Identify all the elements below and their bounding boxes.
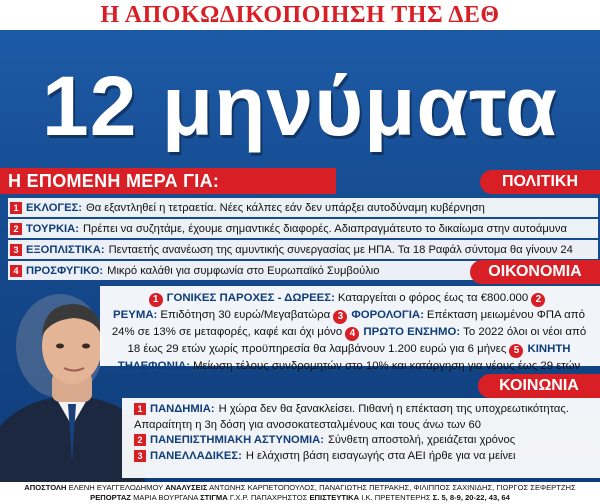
item-number: 3 bbox=[134, 450, 146, 462]
item-text: Η ελάχιστη βάση εισαγωγής στα ΑΕΙ ήρθε για να μείνει bbox=[245, 449, 516, 462]
section-banner: Η ΕΠΟΜΕΝΗ ΜΕΡΑ ΓΙΑ: bbox=[0, 168, 336, 194]
item-keyword: ΠΡΩΤΟ ΕΝΣΗΜΟ: bbox=[363, 326, 461, 338]
item-keyword: ΠΑΝΕΠΙΣΤΗΜΙΑΚΗ ΑΣΤΥΝΟΜΙΑ: bbox=[150, 434, 324, 446]
item-keyword: ΠΡΟΣΦΥΓΙΚΟ: bbox=[26, 264, 104, 277]
credit-names: ΕΛΕΝΗ ΕΥΑΓΓΕΛΟΔΗΜΟΥ bbox=[68, 483, 164, 492]
politiki-item bbox=[8, 219, 598, 238]
koinonia-tag: ΚΟΙΝΩΝΙΑ bbox=[478, 374, 600, 398]
item-number: 4 bbox=[345, 327, 359, 341]
item-number: 2 bbox=[134, 434, 146, 446]
item-keyword: ΕΚΛΟΓΕΣ: bbox=[26, 201, 83, 214]
credit-names: Ι.Κ. ΠΡΕΤΕΝΤΕΡΗΣ bbox=[361, 493, 431, 502]
item-text: Απαραίτητη η 3η δόση για ανοσοκατεσταλμένους και τους άνω των 60 bbox=[134, 418, 481, 431]
item-keyword: ΠΑΝΔΗΜΙΑ: bbox=[150, 403, 215, 415]
item-number: 5 bbox=[509, 344, 523, 358]
koinonia-item bbox=[134, 402, 594, 418]
item-keyword: ΕΞΟΠΛΙΣΤΙΚΑ: bbox=[26, 243, 105, 256]
item-number: 4 bbox=[10, 265, 22, 277]
item-keyword: ΡΕΥΜΑ: bbox=[113, 309, 158, 321]
koinonia-item-continued bbox=[134, 418, 594, 434]
koinonia-item bbox=[134, 449, 594, 465]
item-number: 2 bbox=[531, 293, 545, 307]
credits-line bbox=[0, 483, 600, 493]
credits-footer bbox=[0, 482, 600, 504]
item-text: Επέκταση μειωμένου ΦΠΑ από 24% σε 13% σε μεταφορές, καφέ και όχι μόνο bbox=[111, 309, 585, 338]
item-text: Μικρό καλάθι για συμφωνία στο Ευρωπαϊκό Συμβούλιο bbox=[107, 264, 380, 277]
politiki-item bbox=[8, 240, 598, 259]
page-refs: Σ. 5, 8-9, 20-22, 43, 64 bbox=[432, 493, 510, 502]
credit-names: Γ.Χ.Ρ. ΠΑΠΑΧΡΗΣΤΟΣ bbox=[229, 493, 308, 502]
page-headline: Η ΑΠΟΚΩΔΙΚΟΠΟΙΗΣΗ ΤΗΣ ΔΕΘ bbox=[0, 0, 600, 30]
item-keyword: ΓΟΝΙΚΕΣ ΠΑΡΟΧΕΣ - ΔΩΡΕΕΣ: bbox=[166, 292, 335, 304]
item-keyword: ΚΙΝΗΤΗ ΤΗΛΕΦΩΝΙΑ: bbox=[117, 343, 571, 372]
item-text: Επιδότηση 30 ευρώ/Μεγαβατώρα bbox=[160, 309, 331, 321]
oikonomia-box bbox=[100, 286, 600, 372]
credit-names: ΜΑΡΙΑ ΒΟΥΡΓΑΝΑ bbox=[133, 493, 198, 502]
koinonia-box bbox=[122, 398, 600, 478]
item-number: 1 bbox=[10, 202, 22, 214]
item-keyword: ΠΑΝΕΛΛΑΔΙΚΕΣ: bbox=[150, 449, 242, 462]
item-text: Καταργείται ο φόρος έως τα €800.000 bbox=[337, 292, 529, 304]
item-text: Πενταετής ανανέωση της αμυντικής συνεργασίας με ΗΠΑ. Τα 18 Ραφάλ σύντομα θα γίνουν 24 bbox=[108, 243, 573, 256]
item-text: Σύνθετη αποστολή, χρειάζεται χρόνος bbox=[327, 434, 516, 446]
item-text: Μείωση τέλους συνδρομητών στο 10% και κατάργηση για νέους έως 29 ετών bbox=[193, 360, 581, 372]
main-title: 12 μηνύματα bbox=[42, 59, 558, 153]
credit-role: ΑΠΟΣΤΟΛΗ bbox=[24, 483, 67, 492]
item-number: 2 bbox=[10, 223, 22, 235]
credit-names: ΑΝΤΩΝΗΣ ΚΑΡΠΕΤΟΠΟΥΛΟΣ, ΠΑΝΑΓΙΩΤΗΣ ΠΕΤΡΑΚΗΣ, ΦΙΛΙΠΠΟΣ ΣΑΧΙΝΙΔΗΣ, ΓΙΩΡΓΟΣ ΣΕΦΕΡΤΖΗΣ bbox=[209, 483, 576, 492]
credit-role: ΕΠΙΣΤΕΥΤΙΚΑ bbox=[309, 493, 360, 502]
item-number: 3 bbox=[10, 244, 22, 256]
main-panel bbox=[0, 30, 600, 482]
item-keyword: ΦΟΡΟΛΟΓΙΑ: bbox=[351, 309, 424, 321]
item-number: 1 bbox=[149, 293, 163, 307]
koinonia-item bbox=[134, 433, 594, 449]
politiki-tag: ΠΟΛΙΤΙΚΗ bbox=[480, 170, 600, 194]
credit-role: ΡΕΠΟΡΤΑΖ bbox=[90, 493, 131, 502]
item-text: Το 2022 όλοι οι νέοι από 18 έως 29 ετών χωρίς προϋπηρεσία θα λαμβάνουν 1.200 ευρώ για 6 μήνες bbox=[127, 326, 587, 355]
item-text: Η χώρα δεν θα ξανακλείσει. Πιθανή η επέκταση της υποχρεωτικότητας. bbox=[218, 403, 569, 415]
item-keyword: ΤΟΥΡΚΙΑ: bbox=[26, 222, 79, 235]
politiki-item bbox=[8, 198, 598, 217]
item-text: Πρέπει να συζητάμε, έχουμε σημαντικές διαφορές. Αδιαπραγμάτευτο το δικαίωμα στην αυτοάμυνα bbox=[82, 222, 567, 235]
credit-role: ΑΝΑΛΥΣΕΙΣ bbox=[165, 483, 208, 492]
credits-line bbox=[0, 493, 600, 503]
credit-role: ΣΤΙΓΜΑ bbox=[200, 493, 228, 502]
item-number: 1 bbox=[134, 403, 146, 415]
oikonomia-tag: ΟΙΚΟΝΟΜΙΑ bbox=[470, 260, 600, 284]
item-text: Θα εξαντληθεί η τετραετία. Νέες κάλπες εάν δεν υπάρξει αυτοδύναμη κυβέρνηση bbox=[86, 201, 485, 214]
item-number: 3 bbox=[333, 310, 347, 324]
